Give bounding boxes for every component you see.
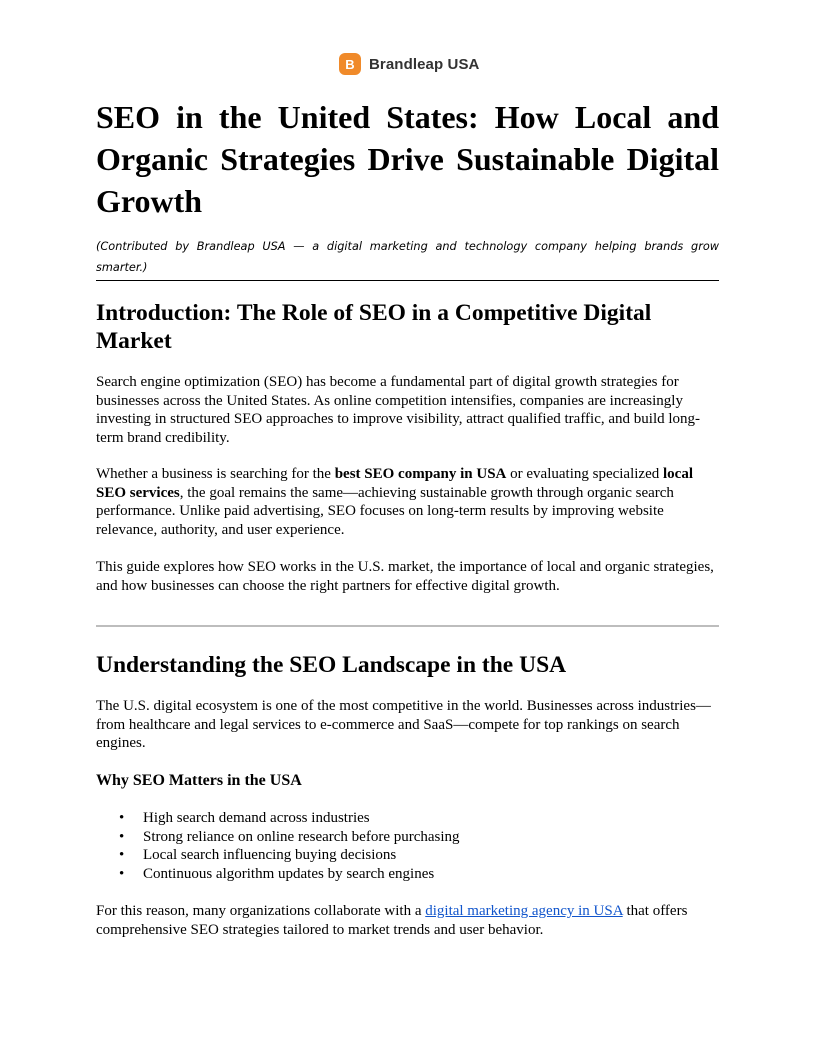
- intro-paragraph-3: This guide explores how SEO works in the U.S. market, the importance of local and organic strategies, and how businesses can choose the right partners for effective digital growth.: [96, 559, 714, 594]
- page-title: SEO in the United States: How Local and Organic Strategies Drive Sustainable Digital Growth: [96, 99, 719, 219]
- digital-marketing-agency-link[interactable]: digital marketing agency in USA: [425, 903, 623, 919]
- title-divider: [96, 280, 719, 281]
- why-seo-list: [96, 809, 696, 883]
- brand-mark-icon: B: [339, 53, 361, 75]
- list-item: • Continuous algorithm updates by search engines: [96, 865, 696, 884]
- list-item: • High search demand across industries: [96, 809, 696, 828]
- section-divider: [96, 625, 719, 627]
- intro-paragraph-2: Whether a business is searching for the best SEO company in USA or evaluating specialized local SEO services, the goal remains the same—achieving sustainable growth through organic search performance. Unlike paid advertising, SEO focuses on long-term results by improving website relevance, authority, and user experience.: [96, 466, 693, 538]
- section-heading-landscape: Understanding the SEO Landscape in the USA: [96, 652, 567, 678]
- list-item: • Strong reliance on online research before purchasing: [96, 828, 696, 847]
- landscape-paragraph: The U.S. digital ecosystem is one of the most competitive in the world. Businesses across industries—from healthcare and legal services to e-commerce and SaaS—compete for top rankings on search engines.: [96, 698, 711, 751]
- keyword-local-seo-services: local SEO services: [96, 466, 693, 501]
- landscape-closing-paragraph: For this reason, many organizations collaborate with a digital marketing agency in USA that offers comprehensive SEO strategies tailored to market trends and user behavior.: [96, 903, 688, 938]
- section-heading-introduction: Introduction: The Role of SEO in a Competitive Digital Market: [96, 300, 652, 354]
- intro-paragraph-1: Search engine optimization (SEO) has become a fundamental part of digital growth strategies for businesses across the United States. As online competition intensifies, companies are increasingly investing in structured SEO approaches to improve visibility, attract qualified traffic, and build long-term brand credibility.: [96, 374, 701, 446]
- keyword-best-seo-company: best SEO company in USA: [334, 466, 507, 482]
- brand-logo: [339, 51, 480, 77]
- brand-name: Brandleap USA: [369, 55, 480, 73]
- list-item: • Local search influencing buying decisions: [96, 846, 696, 865]
- subheading-why-seo-matters: Why SEO Matters in the USA: [96, 772, 302, 789]
- contribution-note: (Contributed by Brandleap USA — a digital marketing and technology company helping brands grow smarter.): [96, 240, 719, 274]
